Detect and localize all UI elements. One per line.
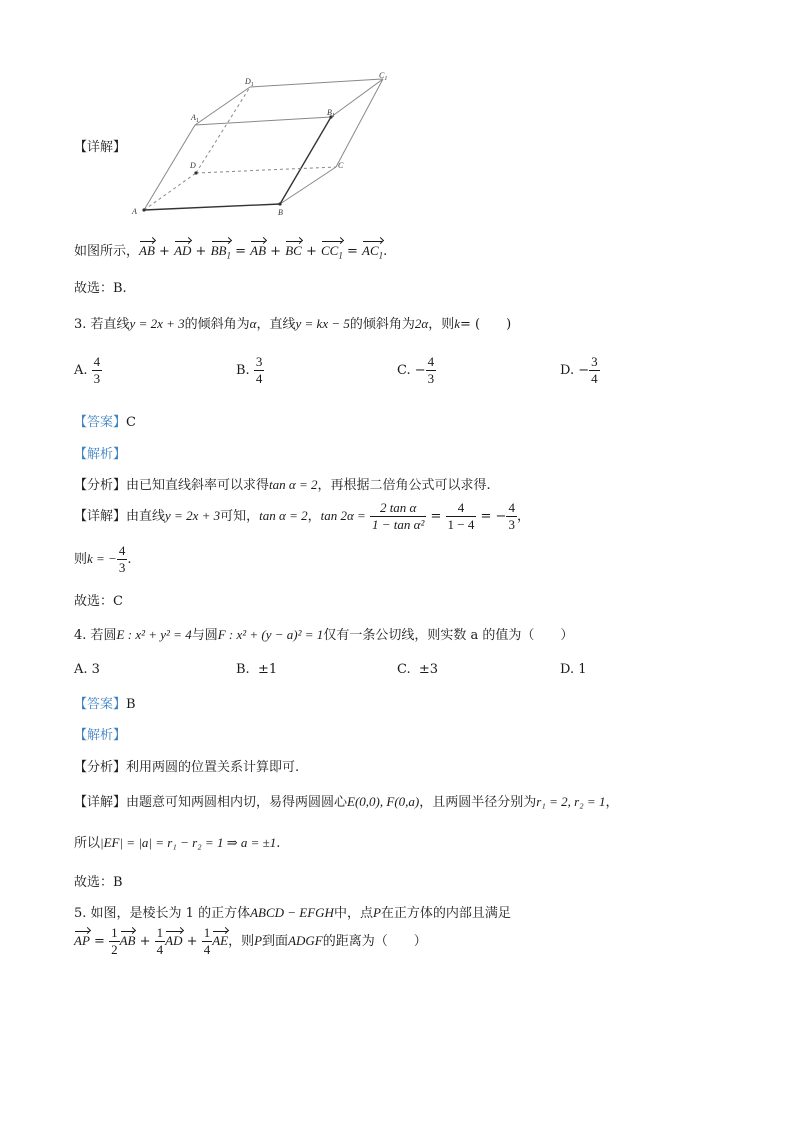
q3-stem: 3. 若直线y = 2x + 3的倾斜角为α，直线y = kx − 5的倾斜角为2α，则k= ( ) bbox=[74, 316, 512, 332]
edge-a-b bbox=[144, 204, 280, 210]
q2-vector-line: 如图所示，AB + AD + $BB_1$ = AB + BC + $CC_1 = AC_1$. bbox=[74, 243, 388, 261]
q4-option-d[interactable]: D. 1 bbox=[560, 662, 587, 677]
edge-a1-b1 bbox=[195, 117, 331, 125]
edge-a-a1 bbox=[144, 125, 195, 210]
edge-a-d bbox=[144, 173, 196, 210]
q4-option-a[interactable]: A. 3 bbox=[74, 662, 100, 677]
edge-d-d1 bbox=[196, 87, 250, 173]
q3-fenxi: 【分析】由已知直线斜率可以求得tan α = 2，再根据二倍角公式可以求得. bbox=[74, 477, 491, 493]
edge-top-back bbox=[250, 79, 383, 87]
label-a1: $A_1$ bbox=[191, 113, 199, 124]
label-c: C bbox=[338, 161, 344, 170]
label-d: D bbox=[190, 161, 196, 170]
label-b: B bbox=[278, 208, 283, 217]
q3-option-c[interactable]: C. − $\frac{4}{3}$ bbox=[397, 354, 435, 386]
q4-option-b[interactable]: B. ±1 bbox=[236, 662, 278, 677]
edge-b-c bbox=[280, 167, 336, 204]
q3-answer: 【答案】C bbox=[74, 415, 136, 430]
parallelepiped-figure bbox=[128, 70, 398, 220]
q4-answer: 【答案】B bbox=[74, 697, 136, 712]
q2-detail-tag: 【详解】 bbox=[74, 140, 127, 155]
q3-choose: 故选：C bbox=[74, 594, 123, 609]
q3-option-d[interactable]: D. − $\frac{3}{4}$ bbox=[560, 354, 598, 386]
q3-analysis-tag: 【解析】 bbox=[74, 447, 127, 462]
q2-choose: 故选：B. bbox=[74, 281, 127, 296]
q3-option-a[interactable]: A. $\frac{4}{3}$ bbox=[74, 354, 101, 386]
q3-detail: 【详解】由直线y = 2x + 3可知，tan α = 2，tan 2α = $\frac{\text{2 tan α}}{\text{1 − tan α²}}$ = $\frac{4}{1 - 4}$ = − $\frac{4}{3}$ ， bbox=[74, 500, 530, 532]
q5-stem: 5. 如图，是棱长为 1 的正方体ABCD − EFGH中，点P在正方体的内部且满足 bbox=[74, 905, 511, 921]
q3-then: 则k = − $\frac{4}{3}$ . bbox=[74, 543, 132, 575]
q4-stem: 4. 若圆E : x² + y² = 4与圆F : x² + (y − a)² = 1仅有一条公切线，则实数 a 的值为（ ） bbox=[74, 627, 574, 643]
q3-option-b[interactable]: B. $\frac{3}{4}$ bbox=[236, 354, 263, 386]
q4-fenxi: 【分析】利用两圆的位置关系计算即可. bbox=[74, 760, 300, 775]
label-c1: $C_1$ bbox=[379, 71, 388, 82]
q4-detail: 【详解】由题意可知两圆相内切，易得两圆圆心E(0,0), F(0,a)，且两圆半径分别为r₁ = 2, r₂ = 1， bbox=[74, 794, 619, 810]
edge-a1-d1 bbox=[195, 87, 250, 125]
label-b1: $B_1$ bbox=[327, 108, 335, 119]
label-a: A bbox=[132, 207, 137, 216]
edge-b-b1 bbox=[280, 117, 331, 204]
q4-analysis-tag: 【解析】 bbox=[74, 728, 127, 743]
edge-c1-c bbox=[336, 79, 383, 167]
edge-b1-c1 bbox=[331, 79, 383, 117]
q4-option-c[interactable]: C. ±3 bbox=[397, 662, 439, 677]
edge-d-c bbox=[196, 167, 336, 173]
label-d1: $D_1$ bbox=[245, 77, 254, 88]
q4-choose: 故选：B bbox=[74, 875, 123, 890]
q4-line2: 所以|EF| = |a| = r₁ − r₂ = 1 ⇒ a = ±1. bbox=[74, 835, 281, 851]
q5-vector-eq: AP = $\frac{1}{2}$ AB + $\frac{1}{4}$ AD + $\frac{1}{4}$ AE，则P到面ADGF的距离为（ ） bbox=[74, 925, 427, 957]
